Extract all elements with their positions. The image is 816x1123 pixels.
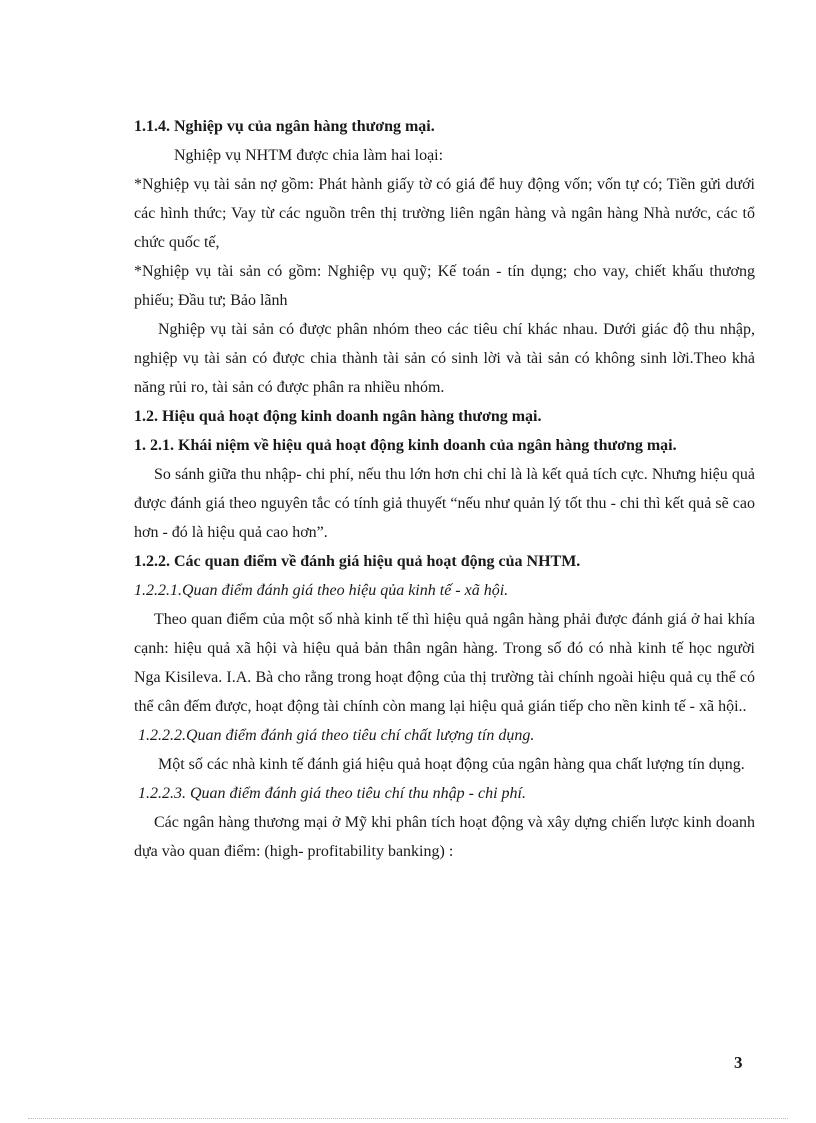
section-heading-1-2-2-2: 1.2.2.2.Quan điểm đánh giá theo tiêu chí chất lượng tín dụng. <box>138 727 535 744</box>
section-heading-1-2: 1.2. Hiệu quả hoạt động kinh doanh ngân hàng thương mại. <box>134 408 542 425</box>
liabilities-paragraph: *Nghiệp vụ tài sản nợ gồm: Phát hành giấy tờ có giá để huy động vốn; vốn tự có; Tiền gửi dưới các hình thức; Vay từ các nguồn trên thị trường liên ngân hàng và ngân hàng Nhà nước, các tổ chức quốc tế, <box>134 176 755 251</box>
intro-paragraph: Nghiệp vụ NHTM được chia làm hai loại: <box>174 147 444 164</box>
socioeconomic-paragraph: Theo quan điểm của một số nhà kinh tế thì hiệu quả ngân hàng phải được đánh giá ở hai khía cạnh: hiệu quả xã hội và hiệu quả bản thân ngân hàng. Trong số đó có nhà kinh tế học người Nga Kisileva. I.A. Bà cho rằng trong hoạt động của thị trường tài chính ngoài hiệu quả cụ thể có thể cân đếm được, hoạt động tài chính còn mang lại hiệu quả gián tiếp cho nền kinh tế - xã hội.. <box>134 611 755 715</box>
page-number: 3 <box>734 1053 743 1072</box>
section-heading-1-1-4: 1.1.4. Nghiệp vụ của ngân hàng thương mại. <box>134 118 435 135</box>
concept-paragraph: So sánh giữa thu nhập- chi phí, nếu thu lớn hơn chi chỉ là là kết quả tích cực. Nhưng hiệu quả được đánh giá theo nguyên tắc có tính giả thuyết “nếu như quản lý tốt thu - chi thì kết quả sẽ cao hơn - đó là hiệu quả cao hơn”. <box>134 466 755 541</box>
section-heading-1-2-2-3: 1.2.2.3. Quan điểm đánh giá theo tiêu chí thu nhập - chi phí. <box>138 785 526 802</box>
us-banks-paragraph: Các ngân hàng thương mại ở Mỹ khi phân tích hoạt động và xây dựng chiến lược kinh doanh dựa vào quan điểm: (high- profitability banking) : <box>134 814 755 860</box>
section-heading-1-2-1: 1. 2.1. Khái niệm về hiệu quả hoạt động kinh doanh của ngân hàng thương mại. <box>134 437 677 454</box>
credit-quality-paragraph: Một số các nhà kinh tế đánh giá hiệu quả hoạt động của ngân hàng qua chất lượng tín dụng. <box>158 756 745 773</box>
page-bottom-divider <box>28 1118 788 1119</box>
section-heading-1-2-2: 1.2.2. Các quan điểm về đánh giá hiệu quả hoạt động của NHTM. <box>134 553 581 570</box>
assets-grouping-paragraph: Nghiệp vụ tài sản có được phân nhóm theo các tiêu chí khác nhau. Dưới giác độ thu nhập, nghiệp vụ tài sản có được chia thành tài sản có sinh lời và tài sản có không sinh lời.Theo khả năng rủi ro, tài sản có được phân ra nhiều nhóm. <box>134 321 755 396</box>
assets-paragraph: *Nghiệp vụ tài sản có gồm: Nghiệp vụ quỹ; Kế toán - tín dụng; cho vay, chiết khấu thương phiếu; Đầu tư; Bảo lãnh <box>134 263 755 309</box>
page-content <box>134 112 755 866</box>
section-heading-1-2-2-1: 1.2.2.1.Quan điểm đánh giá theo hiệu qủa kinh tế - xã hội. <box>134 582 509 599</box>
